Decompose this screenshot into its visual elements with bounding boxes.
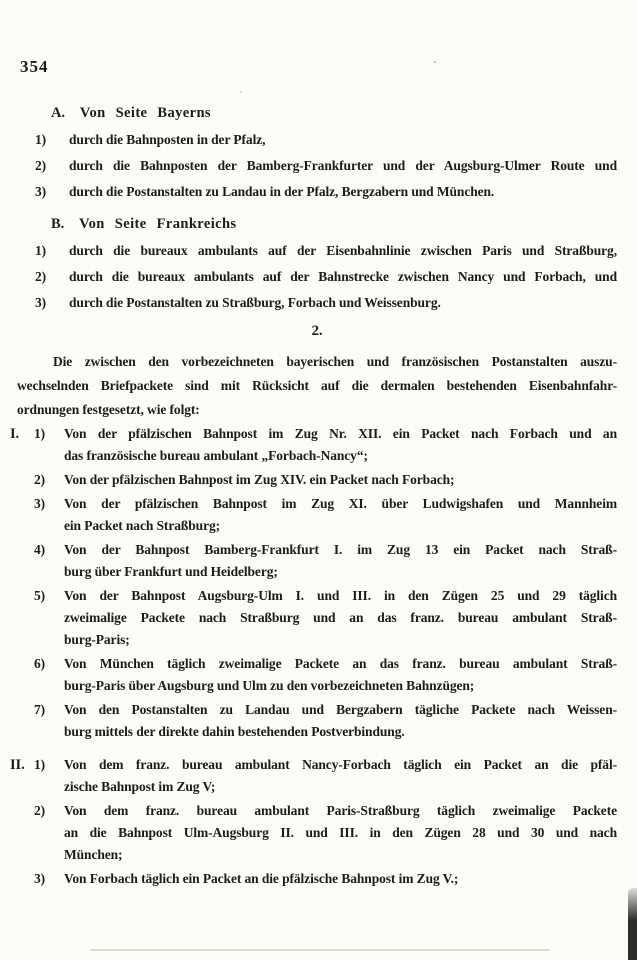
item-number: 6) [34,656,46,671]
item-number: 1) [34,757,46,772]
list-item [34,493,617,537]
item-line: durch die bureaux ambulants auf der Eisenbahnlinie zwischen Paris und Straßburg, [69,243,617,258]
item-number: 3) [34,871,46,886]
list-item [35,179,617,205]
item-line: durch die Postanstalten zu Landau in der Pfalz, Bergzabern und München. [69,184,495,199]
item-number: 7) [34,702,46,717]
list-item [35,264,617,290]
item-line: Von dem franz. bureau ambulant Paris-Straßburg täglich zweimalige Packete [64,803,617,818]
item-line: durch die Bahnposten in der Pfalz, [69,132,266,147]
list-item [35,153,617,179]
article-number: 2. [311,323,323,339]
item-line: ein Packet nach Straßburg; [64,518,221,533]
item-number: 5) [34,588,46,603]
item-line: burg über Frankfurt und Heidelberg; [64,564,278,579]
item-number: 4) [34,542,46,557]
item-line: München; [64,847,123,862]
page-number: 354 [20,57,49,76]
list-item [34,868,617,890]
item-line: Von den Postanstalten zu Landau und Bergzabern tägliche Packete nach Weissen- [64,702,617,717]
item-line: Von München täglich zweimalige Packete an das franz. bureau ambulant Straß- [64,656,617,671]
item-number: 1) [35,132,47,147]
group-label: II. [10,757,25,773]
scan-speck [434,61,436,63]
item-number: 2) [35,158,47,173]
scan-artifact-bottom-line [90,949,550,951]
list-item [34,653,617,697]
item-line: burg-Paris über Augsburg und Ulm zu den vorbezeichneten Bahnzügen; [64,678,475,693]
item-number: 1) [35,243,47,258]
scan-artifact-corner [628,888,637,960]
list-item [35,238,617,264]
section-title: Von Seite Frankreichs [79,216,237,232]
list-item [34,585,617,651]
page-content [10,95,617,890]
intro-paragraph [17,350,617,422]
group-two [10,754,617,890]
section-title: Von Seite Bayerns [79,105,211,121]
item-line: Von der Bahnpost Augsburg-Ulm I. und III. in den Zügen 25 und 29 täglich [64,588,617,603]
item-number: 1) [34,426,46,441]
item-line: Von der pfälzischen Bahnpost im Zug XI. über Ludwigshafen und Mannheim [64,496,617,511]
list-item [34,469,617,491]
item-line: Von der pfälzischen Bahnpost im Zug Nr. XII. ein Packet nach Forbach und an [64,426,617,441]
item-line: Von der Bahnpost Bamberg-Frankfurt I. im Zug 13 ein Packet nach Straß- [64,542,617,557]
item-number: 2) [34,803,46,818]
item-number: 3) [34,496,46,511]
group-label: I. [10,426,20,442]
section-heading [51,100,617,126]
paragraph-line: wechselnden Briefpackete sind mit Rücksicht auf die dermalen bestehenden Eisenbahnfahr- [17,378,617,393]
section-a [35,100,617,205]
item-line: Von der pfälzischen Bahnpost im Zug XIV. ein Packet nach Forbach; [64,472,455,487]
item-line: zweimalige Packete nach Straßburg und an das franz. bureau ambulant Straß- [64,610,617,625]
group-one [10,423,617,743]
paragraph-line: ordnungen festgesetzt, wie folgt: [17,402,200,417]
section-heading [51,211,617,237]
item-line: das französische bureau ambulant „Forbach-Nancy“; [64,448,368,463]
item-line: Von Forbach täglich ein Packet an die pfälzische Bahnpost im Zug V.; [64,871,459,886]
paragraph-line: Die zwischen den vorbezeichneten bayerischen und französischen Postanstalten auszu- [53,354,617,369]
item-number: 2) [34,472,46,487]
item-line: durch die Postanstalten zu Straßburg, Forbach und Weissenburg. [69,295,441,310]
item-line: burg mittels der direkte dahin bestehenden Postverbindung. [64,724,405,739]
list-item [34,699,617,743]
list-item [34,539,617,583]
item-number: 3) [35,184,47,199]
item-line: durch die bureaux ambulants auf der Bahnstrecke zwischen Nancy und Forbach, und [69,269,617,284]
item-number: 2) [35,269,47,284]
item-line: burg-Paris; [64,632,130,647]
section-label: B. [51,216,65,232]
scan-speck [240,91,242,93]
item-line: an die Bahnpost Ulm-Augsburg II. und III. in den Zügen 28 und 30 und nach [64,825,617,840]
section-label: A. [51,105,65,121]
list-item [34,423,617,467]
list-item [35,127,617,153]
item-line: Von dem franz. bureau ambulant Nancy-Forbach täglich ein Packet an die pfäl- [64,757,617,772]
item-line: zische Bahnpost im Zug V; [64,779,216,794]
section-b [35,211,617,316]
list-item [34,800,617,866]
list-item [34,754,617,798]
item-number: 3) [35,295,47,310]
item-line: durch die Bahnposten der Bamberg-Frankfurter und der Augsburg-Ulmer Route und [69,158,617,173]
list-item [35,290,617,316]
